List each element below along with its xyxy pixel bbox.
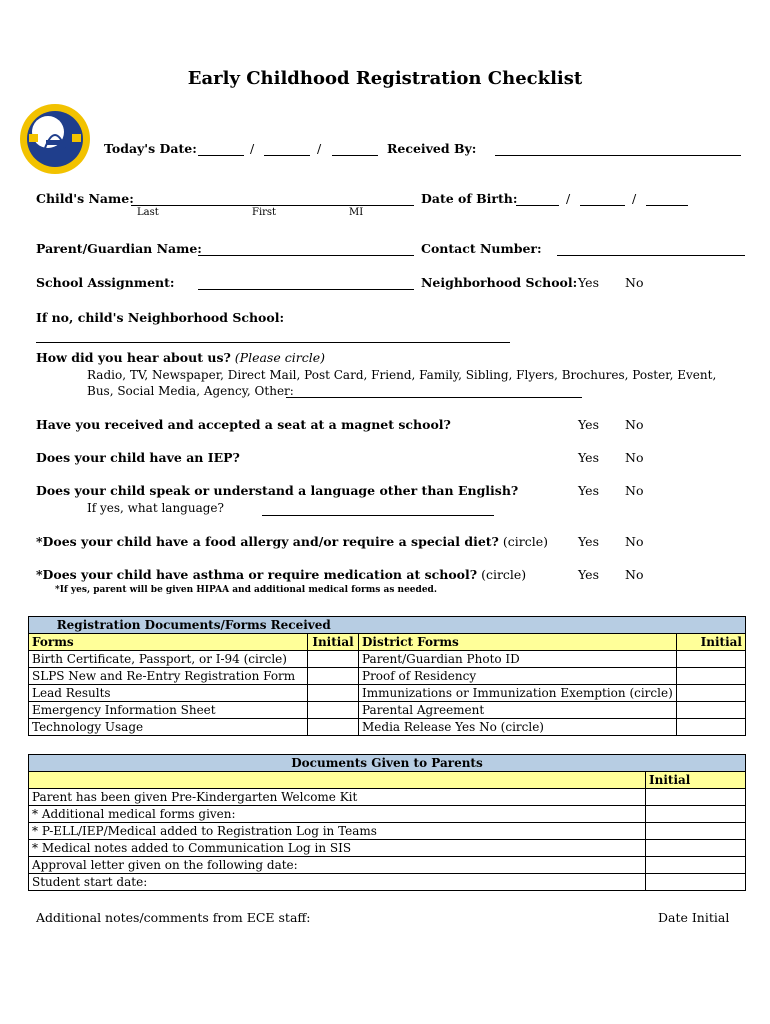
form-cell: SLPS New and Re-Entry Registration Form [29, 668, 308, 685]
hear-options-line1[interactable]: Radio, TV, Newspaper, Direct Mail, Post Card, Friend, Family, Sibling, Flyers, Brochures, Poster, Event, [87, 368, 717, 382]
date-day-field[interactable] [264, 155, 310, 156]
hear-other-field[interactable] [286, 397, 582, 398]
initial-cell[interactable] [646, 857, 746, 874]
table-row [29, 840, 746, 857]
asthma-yes-option[interactable]: Yes [578, 567, 599, 582]
iep-no-option[interactable]: No [625, 450, 644, 465]
page-title: Early Childhood Registration Checklist [187, 68, 583, 89]
if-no-neighborhood-label: If no, child's Neighborhood School: [36, 310, 285, 325]
form-cell: Emergency Information Sheet [29, 702, 308, 719]
neighborhood-school-label: Neighborhood School: [421, 275, 578, 290]
allergy-yes-option[interactable]: Yes [578, 534, 599, 549]
mi-caption: MI [349, 207, 364, 218]
table-row [29, 857, 746, 874]
language-question: Does your child speak or understand a language other than English? [36, 483, 519, 498]
iep-question: Does your child have an IEP? [36, 450, 240, 465]
asthma-question: *Does your child have asthma or require medication at school? [36, 567, 478, 582]
contact-number-field[interactable] [557, 255, 745, 256]
hear-question-text: How did you hear about us? [36, 350, 231, 365]
allergy-circle-note: (circle) [502, 534, 548, 549]
allergy-question: *Does your child have a food allergy and/or require a special diet? [36, 534, 499, 549]
asthma-question-row [36, 567, 526, 582]
initial-cell[interactable] [646, 840, 746, 857]
date-initial-label: Date Initial [658, 910, 730, 925]
table-row [29, 789, 746, 806]
doc-item-cell: Approval letter given on the following date: [29, 857, 646, 874]
table-row [29, 668, 746, 685]
hear-options-line2[interactable]: Bus, Social Media, Agency, Other: [87, 384, 294, 398]
table-row [29, 702, 746, 719]
form-cell: Lead Results [29, 685, 308, 702]
district-form-cell: Parental Agreement [359, 702, 677, 719]
additional-notes-label: Additional notes/comments from ECE staff: [36, 910, 311, 925]
district-form-cell: Parent/Guardian Photo ID [359, 651, 677, 668]
todays-date-label: Today's Date: [104, 141, 197, 156]
doc-item-cell: * Additional medical forms given: [29, 806, 646, 823]
district-form-cell: Immunizations or Immunization Exemption (circle) [359, 685, 677, 702]
doc-item-cell: * P-ELL/IEP/Medical added to Registration Log in Teams [29, 823, 646, 840]
initial-cell[interactable] [308, 719, 359, 736]
registration-documents-table [28, 616, 746, 736]
asthma-no-option[interactable]: No [625, 567, 644, 582]
asthma-circle-note: (circle) [481, 567, 527, 582]
language-field[interactable] [262, 515, 494, 516]
initial-column-header: Initial [308, 634, 359, 651]
docs-initial-column-header: Initial [646, 772, 746, 789]
form-cell: Technology Usage [29, 719, 308, 736]
allergy-question-row [36, 534, 548, 549]
doc-item-cell: Parent has been given Pre-Kindergarten Welcome Kit [29, 789, 646, 806]
date-year-field[interactable] [332, 155, 378, 156]
table-row [29, 651, 746, 668]
initial-column-header: Initial [676, 634, 745, 651]
date-slash: / [317, 141, 322, 156]
docs-table-title: Documents Given to Parents [29, 755, 746, 772]
table-row [29, 874, 746, 891]
initial-cell[interactable] [676, 719, 745, 736]
dob-year-field[interactable] [646, 205, 688, 206]
initial-cell[interactable] [676, 685, 745, 702]
initial-cell[interactable] [308, 702, 359, 719]
forms-column-header: Forms [29, 634, 308, 651]
initial-cell[interactable] [676, 651, 745, 668]
documents-given-table [28, 754, 746, 891]
initial-cell[interactable] [646, 806, 746, 823]
hipaa-note: *If yes, parent will be given HIPAA and additional medical forms as needed. [55, 585, 437, 595]
form-cell: Birth Certificate, Passport, or I-94 (circle) [29, 651, 308, 668]
reg-table-title: Registration Documents/Forms Received [29, 617, 359, 634]
initial-cell[interactable] [676, 702, 745, 719]
language-yes-option[interactable]: Yes [578, 483, 599, 498]
doc-item-cell: * Medical notes added to Communication Log in SIS [29, 840, 646, 857]
please-circle-note: (Please circle) [234, 350, 325, 365]
first-caption: First [252, 207, 277, 218]
arch-icon [20, 104, 90, 174]
neighborhood-school-field[interactable] [36, 342, 510, 343]
parent-name-field[interactable] [198, 255, 414, 256]
school-seal-logo [20, 104, 90, 174]
table-row [29, 719, 746, 736]
initial-cell[interactable] [308, 651, 359, 668]
table-row [29, 806, 746, 823]
contact-number-label: Contact Number: [421, 241, 542, 256]
dob-slash: / [632, 191, 637, 206]
table-row [29, 823, 746, 840]
district-form-cell: Proof of Residency [359, 668, 677, 685]
magnet-no-option[interactable]: No [625, 417, 644, 432]
doc-item-cell: Student start date: [29, 874, 646, 891]
school-assignment-field[interactable] [198, 289, 414, 290]
school-assignment-label: School Assignment: [36, 275, 175, 290]
initial-cell[interactable] [676, 668, 745, 685]
child-name-field[interactable] [131, 205, 414, 206]
dob-day-field[interactable] [580, 205, 625, 206]
iep-yes-option[interactable]: Yes [578, 450, 599, 465]
hear-question [36, 350, 325, 365]
received-by-label: Received By: [387, 141, 477, 156]
dob-slash: / [566, 191, 571, 206]
child-name-label: Child's Name: [36, 191, 134, 206]
magnet-yes-option[interactable]: Yes [578, 417, 599, 432]
neighborhood-no-option[interactable]: No [625, 275, 644, 290]
neighborhood-yes-option[interactable]: Yes [578, 275, 599, 290]
date-month-field[interactable] [198, 155, 244, 156]
last-caption: Last [137, 207, 159, 218]
district-form-cell: Media Release Yes No (circle) [359, 719, 677, 736]
district-forms-column-header: District Forms [359, 634, 677, 651]
language-no-option[interactable]: No [625, 483, 644, 498]
parent-name-label: Parent/Guardian Name: [36, 241, 202, 256]
language-followup-label: If yes, what language? [87, 501, 224, 515]
dob-month-field[interactable] [516, 205, 559, 206]
dob-label: Date of Birth: [421, 191, 518, 206]
allergy-no-option[interactable]: No [625, 534, 644, 549]
date-slash: / [250, 141, 255, 156]
received-by-field[interactable] [495, 155, 741, 156]
initial-cell[interactable] [308, 685, 359, 702]
magnet-question: Have you received and accepted a seat at a magnet school? [36, 417, 451, 432]
initial-cell[interactable] [646, 823, 746, 840]
initial-cell[interactable] [646, 874, 746, 891]
table-row [29, 685, 746, 702]
initial-cell[interactable] [308, 668, 359, 685]
initial-cell[interactable] [646, 789, 746, 806]
